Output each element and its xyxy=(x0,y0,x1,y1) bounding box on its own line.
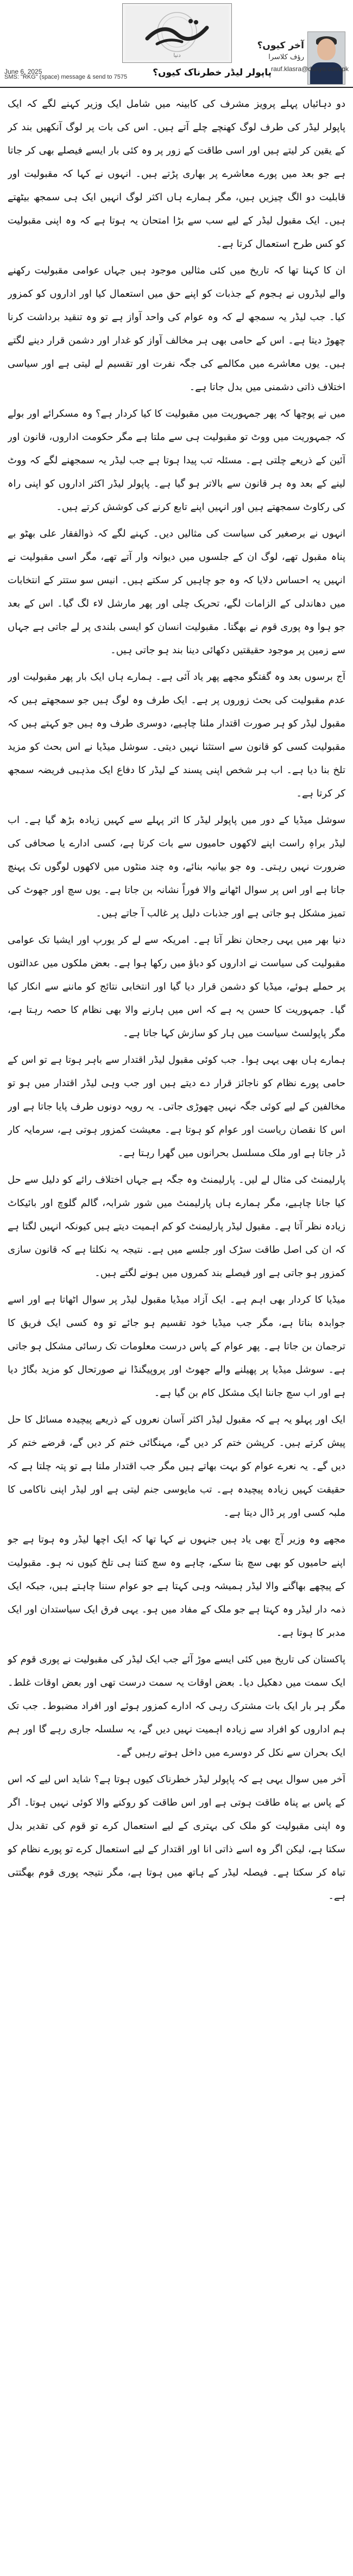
article-paragraph: ایک اور پہلو یہ ہے کہ مقبول لیڈر اکثر آسان نعروں کے ذریعے پیچیدہ مسائل کا حل پیش کرتے ہیں۔ کرپشن ختم کر دیں گے، مہنگائی ختم کر دیں گے، قرضے ختم کر دیں گے۔ یہ نعرے عوام کو بہت بھاتے ہیں مگر جب اقتدار ملتا ہے تو پتہ چلتا ہے کہ حقیقت کہیں زیادہ پیچیدہ ہے۔ تب مایوسی جنم لیتی ہے اور لیڈر اپنی ناکامی کا ملبہ کسی اور پر ڈال دیتا ہے۔ xyxy=(8,1414,345,1519)
article-paragraph: ہمارے ہاں بھی یہی ہوا۔ جب کوئی مقبول لیڈر اقتدار سے باہر ہوتا ہے تو اس کے حامی پورے نظام کو ناجائز قرار دے دیتے ہیں اور جب وہی لیڈر اقتدار میں ہو تو مخالفین کے لیے کوئی جگہ نہیں چھوڑی جاتی۔ یہ رویہ دونوں طرف پایا جاتا ہے اور اس کا نقصان ریاست اور عوام کو ہوتا ہے۔ معیشت کمزور ہوتی ہے، سرمایہ کار ڈر جاتا ہے اور ملک مسلسل بحرانوں میں گھرا رہتا ہے۔ xyxy=(8,1054,345,1159)
article-paragraph: انہوں نے برصغیر کی سیاست کی مثالیں دیں۔ کہنے لگے کہ ذوالفقار علی بھٹو بے پناہ مقبول تھے، لوگ ان کے جلسوں میں دیوانہ وار آتے تھے، مگر اسی مقبولیت نے انہیں یہ احساس دلایا کہ وہ جو چاہیں کر سکتے ہیں۔ انیس سو ستتر کے انتخابات میں دھاندلی کے الزامات لگے، تحریک چلی اور پھر مارشل لاء لگ گیا۔ اس کے بعد جو ہوا وہ پوری قوم نے بھگتا۔ مقبولیت انسان کو ایسی بلندی پر لے جاتی ہے جہاں سے زمین پر موجود حقیقتیں دکھائی دینا بند ہو جاتی ہیں۔ xyxy=(8,528,345,656)
article-paragraph: آج برسوں بعد وہ گفتگو مجھے پھر یاد آئی ہے۔ ہمارے ہاں ایک بار پھر مقبولیت اور عدم مقبولیت کی بحث زوروں پر ہے۔ ایک طرف وہ لوگ ہیں جو سمجھتے ہیں کہ مقبول لیڈر کو ہر صورت اقتدار ملنا چاہیے، دوسری طرف وہ ہیں جو کہتے ہیں کہ مقبولیت کسی کو قانون سے استثنا نہیں دیتی۔ سوشل میڈیا نے اس بحث کو مزید تلخ بنا دیا ہے۔ اب ہر شخص اپنی پسند کے لیڈر کا دفاع ایک مذہبی فریضہ سمجھ کر کرتا ہے۔ xyxy=(8,671,345,799)
article-paragraph: دو دہائیاں پہلے پرویز مشرف کی کابینہ میں شامل ایک وزیر کہنے لگے کہ ایک پاپولر لیڈر کی طرف لوگ کھنچے چلے آتے ہیں۔ اس کی بات پر لوگ آنکھیں بند کر کے یقین کر لیتے ہیں اور اسی طاقت کے زور پر وہ کئی بار ایسے فیصلے بھی کر جاتا ہے جو بعد میں پورے معاشرے پر بھاری پڑتے ہیں۔ انہوں نے کہا کہ مقبولیت اور قابلیت دو الگ چیزیں ہیں، مگر ہمارے ہاں اکثر لوگ انہیں ایک ہی سمجھ بیٹھتے ہیں۔ ایک مقبول لیڈر کے لیے سب سے بڑا امتحان یہ ہوتا ہے کہ وہ اپنی مقبولیت کو کس طرح استعمال کرتا ہے۔ xyxy=(8,98,345,250)
author-name: رؤف کلاسرا xyxy=(268,53,304,61)
article-paragraph: میڈیا کا کردار بھی اہم ہے۔ ایک آزاد میڈیا مقبول لیڈر پر سوال اٹھاتا ہے اور اسے جوابدہ بناتا ہے، مگر جب میڈیا خود تقسیم ہو جائے تو وہ کسی ایک فریق کا ترجمان بن جاتا ہے۔ پھر عوام کے پاس درست معلومات تک رسائی مشکل ہو جاتی ہے۔ سوشل میڈیا پر پھیلنے والے جھوٹ اور پروپیگنڈا نے صورتحال کو مزید بگاڑ دیا ہے اور اب سچ جاننا ایک مشکل کام بن گیا ہے۔ xyxy=(8,1294,345,1399)
author-photo xyxy=(307,31,345,85)
article-paragraph: سوشل میڈیا کے دور میں پاپولر لیڈر کا اثر پہلے سے کہیں زیادہ بڑھ گیا ہے۔ اب لیڈر براہِ راست اپنے لاکھوں حامیوں سے بات کرتا ہے، کسی ادارے یا صحافی کی ضرورت نہیں رہتی۔ وہ جو بیانیہ بنائے، وہ چند منٹوں میں لاکھوں لوگوں تک پہنچ جاتا ہے اور اس پر سوال اٹھانے والا فوراً نشانہ بن جاتا ہے۔ یوں سچ اور جھوٹ کی تمیز مشکل ہو جاتی ہے اور جذبات دلیل پر غالب آ جاتے ہیں۔ xyxy=(8,814,345,919)
article-body xyxy=(8,92,345,2566)
logo-text: دنیا xyxy=(173,53,181,59)
article-paragraph: ان کا کہنا تھا کہ تاریخ میں کئی مثالیں موجود ہیں جہاں عوامی مقبولیت رکھنے والے لیڈروں نے ہجوم کے جذبات کو اپنے حق میں استعمال کیا اور اداروں کو کمزور کیا۔ جب لیڈر یہ سمجھ لے کہ وہ عوام کی واحد آواز ہے تو وہ تنقید برداشت کرنا چھوڑ دیتا ہے۔ اس کے حامی بھی ہر مخالف آواز کو غدار اور دشمن قرار دینے لگتے ہیں۔ یوں معاشرے میں مکالمے کی جگہ نفرت اور تقسیم لے لیتی ہے اور سیاسی اختلاف ذاتی دشمنی میں بدل جاتا ہے۔ xyxy=(8,265,345,393)
article-paragraph: آخر میں سوال یہی ہے کہ پاپولر لیڈر خطرناک کیوں ہوتا ہے؟ شاید اس لیے کہ اس کے پاس بے پناہ طاقت ہوتی ہے اور اس طاقت کو روکنے والا کوئی نہیں ہوتا۔ اگر وہ اپنی مقبولیت کو ملک کی بہتری کے لیے استعمال کرے تو قوم کی تقدیر بدل سکتا ہے، لیکن اگر وہ اسے ذاتی انا اور اقتدار کے لیے استعمال کرے تو پورے نظام کو تباہ کر سکتا ہے۔ فیصلہ لیڈر کے ہاتھ میں ہوتا ہے، مگر نتیجہ پوری قوم بھگتتی ہے۔ xyxy=(8,1774,345,1902)
publish-date: June 6, 2025 xyxy=(4,68,42,75)
header-divider xyxy=(0,87,353,88)
dunya-logo-icon xyxy=(125,6,229,60)
column-name: آخر کیوں؟ xyxy=(257,40,304,51)
article-paragraph: مجھے وہ وزیر آج بھی یاد ہیں جنہوں نے کہا تھا کہ ایک اچھا لیڈر وہ ہوتا ہے جو اپنے حامیوں کو بھی سچ بتا سکے، چاہے وہ سچ کتنا ہی تلخ کیوں نہ ہو۔ مقبولیت کے پیچھے بھاگنے والا لیڈر ہمیشہ وہی کہتا ہے جو عوام سننا چاہتے ہیں، جبکہ ایک ذمہ دار لیڈر وہ کہتا ہے جو ملک کے مفاد میں ہو۔ یہی فرق ایک سیاستدان اور ایک مدبر کا ہوتا ہے۔ xyxy=(8,1534,345,1638)
headline: پاپولر لیڈر خطرناک کیوں؟ xyxy=(153,67,272,78)
article-paragraph: پاکستان کی تاریخ میں کئی ایسے موڑ آئے جب ایک لیڈر کی مقبولیت نے پوری قوم کو ایک سمت میں دھکیل دیا۔ بعض اوقات یہ سمت درست تھی اور بعض اوقات غلط۔ مگر ہر بار ایک بات مشترک رہی کہ ادارے کمزور ہوئے اور افراد مضبوط۔ جب تک ہم اداروں کو افراد سے زیادہ اہمیت نہیں دیں گے، یہ سلسلہ جاری رہے گا اور ہم ایک بحران سے نکل کر دوسرے میں داخل ہوتے رہیں گے۔ xyxy=(8,1654,345,1758)
article-paragraph: پارلیمنٹ کی مثال لے لیں۔ پارلیمنٹ وہ جگہ ہے جہاں اختلاف رائے کو دلیل سے حل کیا جانا چاہیے، مگر ہمارے ہاں پارلیمنٹ میں شور شرابہ، گالم گلوچ اور بائیکاٹ زیادہ نظر آتا ہے۔ مقبول لیڈر پارلیمنٹ کو کم اہمیت دیتے ہیں کیونکہ انہیں لگتا ہے کہ ان کی اصل طاقت سڑک اور جلسے میں ہے۔ نتیجہ یہ نکلتا ہے کہ قانون سازی کمزور ہو جاتی ہے اور فیصلے بند کمروں میں ہونے لگتے ہیں۔ xyxy=(8,1174,345,1279)
sms-line: SMS: "RKG" (space) message & send to 7575 xyxy=(4,74,128,80)
author-email[interactable]: rauf.klasra@dunya.com.pk xyxy=(271,65,349,73)
article-paragraph: دنیا بھر میں یہی رجحان نظر آتا ہے۔ امریکہ سے لے کر یورپ اور ایشیا تک عوامی مقبولیت کی سیاست نے اداروں کو دباؤ میں رکھا ہوا ہے۔ بعض ملکوں میں عدالتوں پر حملے ہوئے، میڈیا کو دشمن قرار دیا گیا اور انتخابی نتائج کو ماننے سے انکار کیا گیا۔ جمہوریت کا حسن یہ ہے کہ اس میں ہارنے والا بھی نظام کا حصہ رہتا ہے، مگر پاپولسٹ سیاست میں ہار کو سازش کہا جاتا ہے۔ xyxy=(8,934,345,1039)
article-paragraph: میں نے پوچھا کہ پھر جمہوریت میں مقبولیت کا کیا کردار ہے؟ وہ مسکرائے اور بولے کہ جمہوریت میں ووٹ تو مقبولیت ہی سے ملتا ہے مگر حکومت اداروں، قانون اور آئین کے ذریعے چلتی ہے۔ مسئلہ تب پیدا ہوتا ہے جب لیڈر یہ سمجھنے لگے کہ ووٹ لینے کے بعد وہ ہر قانون سے بالاتر ہو گیا ہے۔ پاپولر لیڈر اکثر اداروں کو اپنی راہ کی رکاوٹ سمجھتے ہیں اور انہیں اپنے تابع کرنے کی کوشش کرتے ہیں۔ xyxy=(8,408,345,513)
newspaper-logo xyxy=(122,3,232,63)
